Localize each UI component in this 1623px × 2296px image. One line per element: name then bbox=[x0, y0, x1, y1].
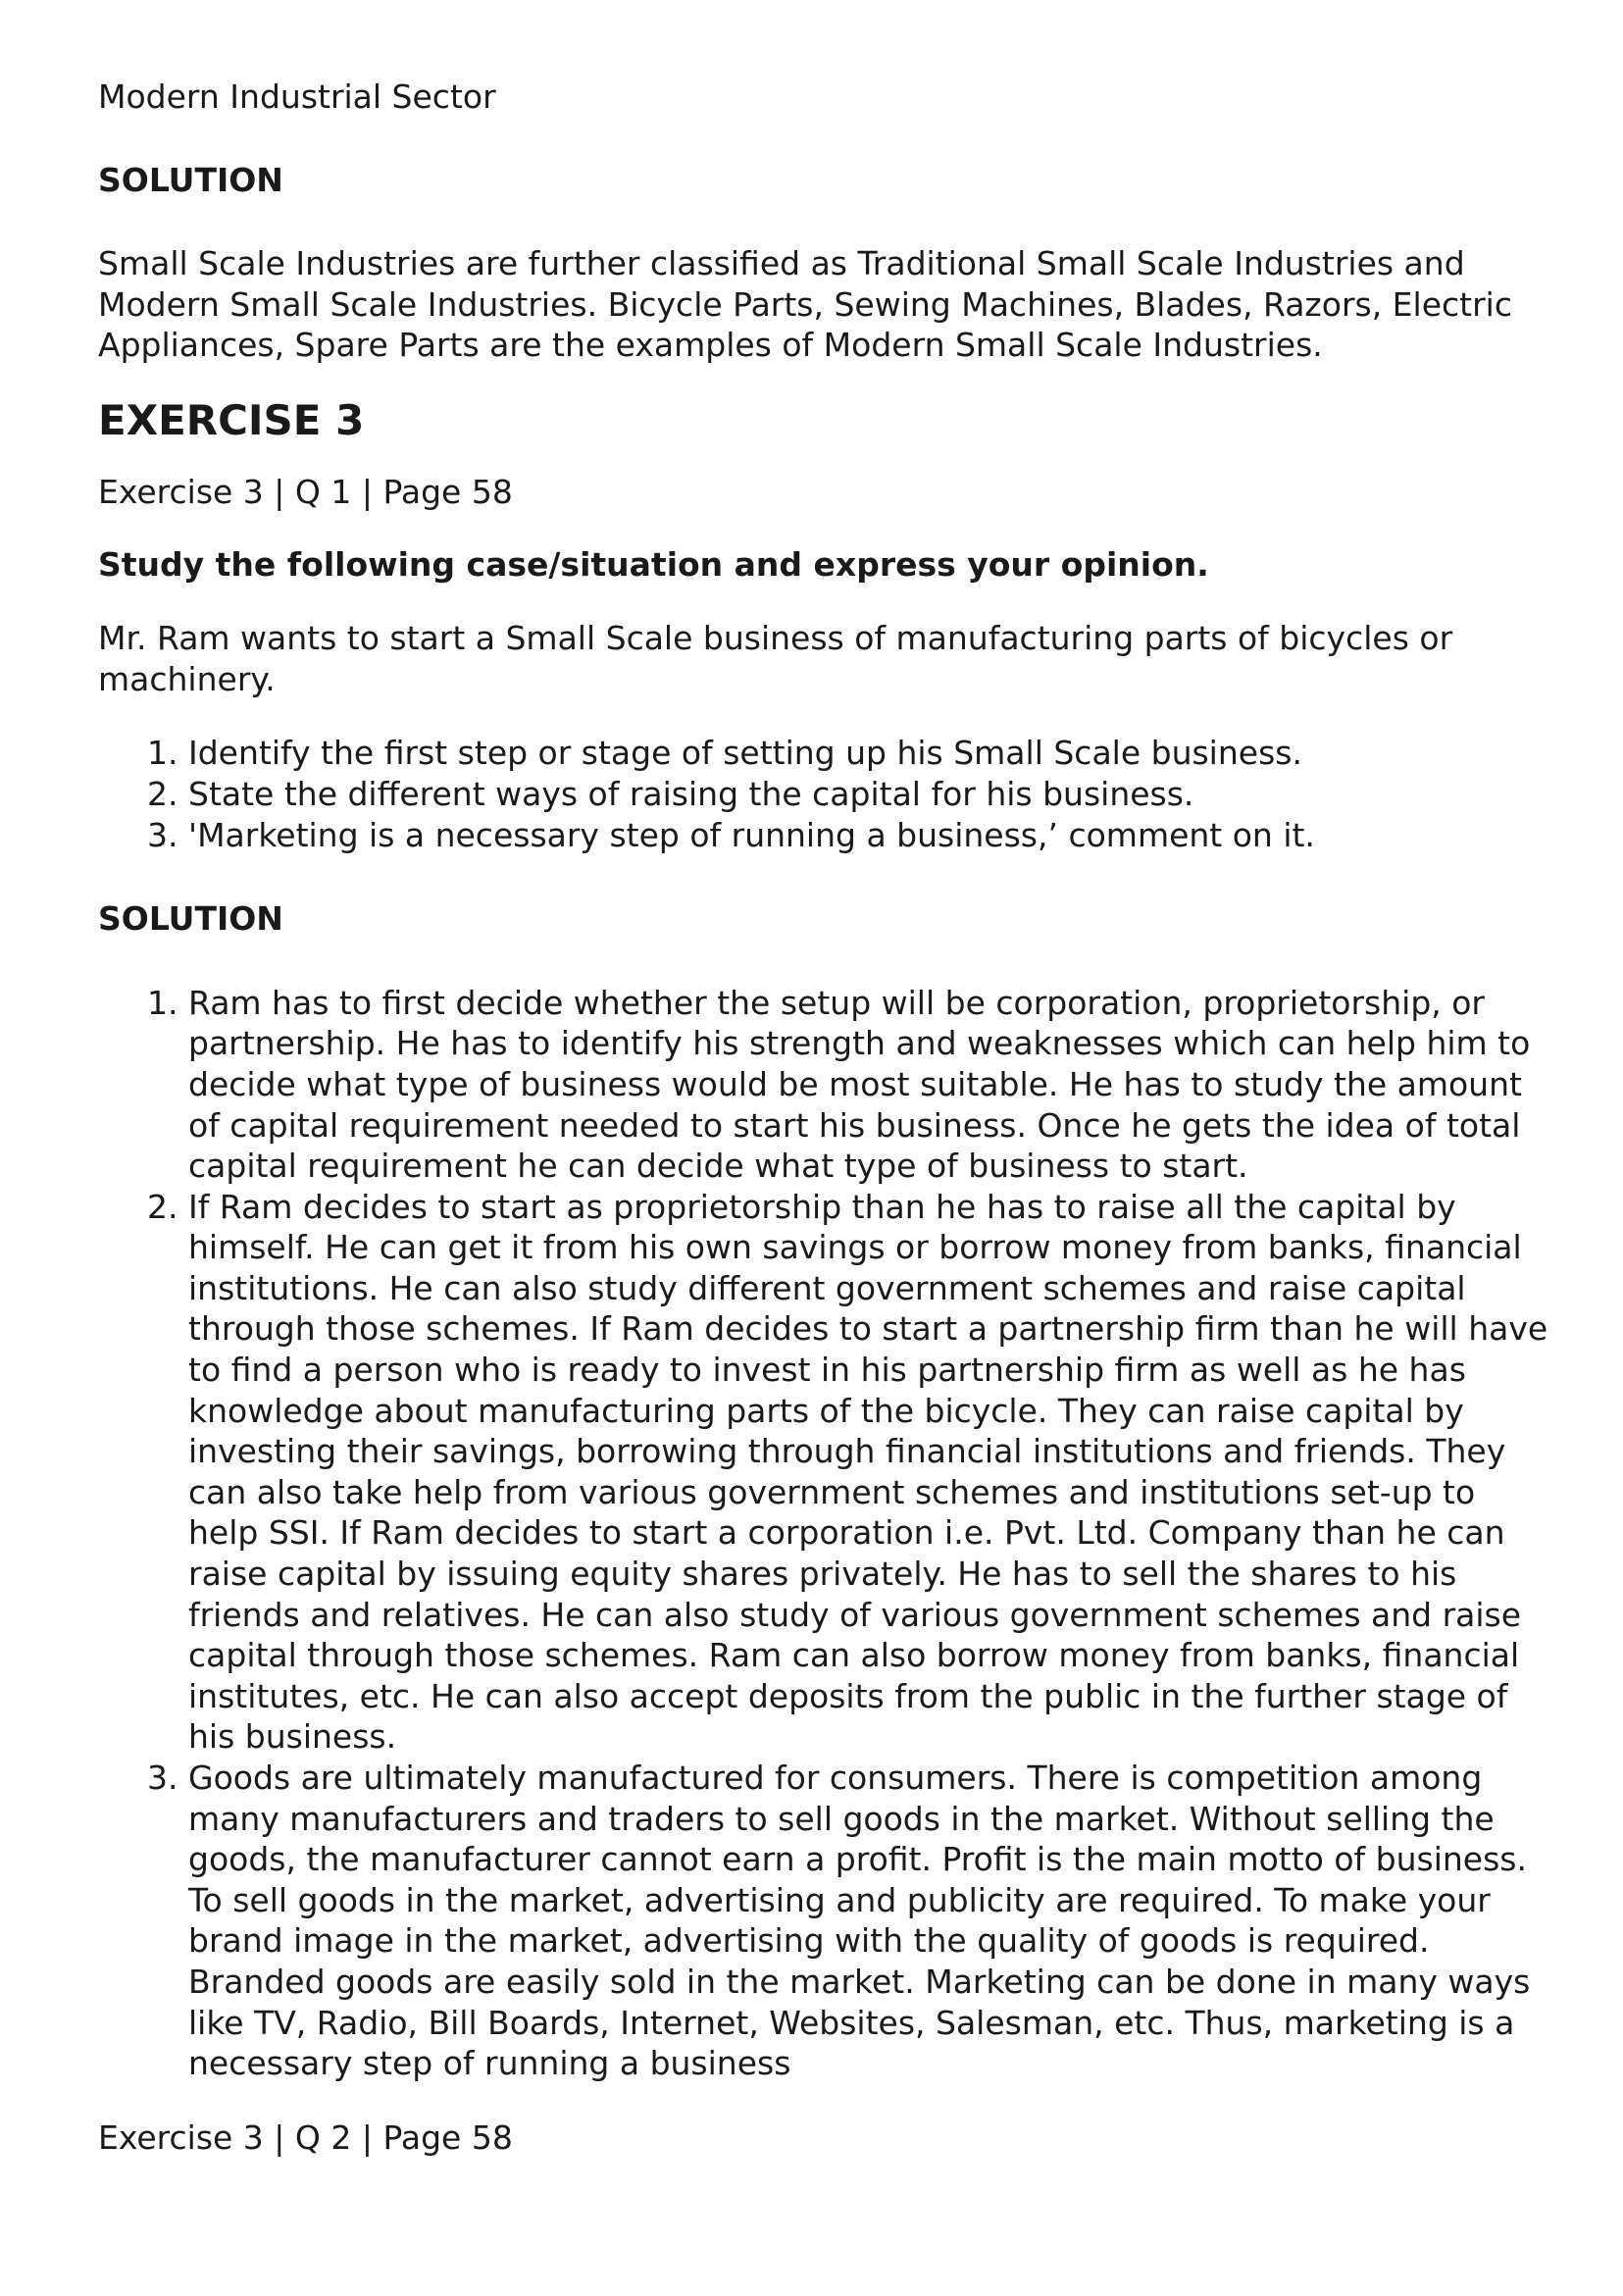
question-reference: Exercise 3 | Q 1 | Page 58 bbox=[98, 472, 513, 511]
exercise-heading: EXERCISE 3 bbox=[98, 395, 365, 444]
solution-paragraph: Small Scale Industries are further classified as Traditional Small Scale Industries and Modern Small Scale Industries. Bicycle Parts, Sewing Machines, Blades, Razors, Electric Appliances, Spare Parts are the examples of Modern Small Scale Industries. bbox=[98, 244, 1512, 365]
document-page bbox=[98, 77, 1549, 2158]
running-header: Modern Industrial Sector bbox=[98, 77, 496, 116]
question-instruction: Study the following case/situation and express your opinion. bbox=[98, 544, 1209, 584]
list-item: 1. Identify the first step or stage of setting up his Small Scale business. bbox=[188, 733, 1549, 774]
solution-label: SOLUTION bbox=[98, 160, 283, 199]
case-text: Mr. Ram wants to start a Small Scale business of manufacturing parts of bicycles or machinery. bbox=[98, 619, 1453, 698]
list-item: 3. Goods are ultimately manufactured for consumers. There is competition among many manufacturers and traders to sell goods in the market. Without selling the goods, the manufacturer cannot earn a profit. Profit is the main motto of business. To sell goods in the market, advertising and publicity are required. To make your brand image in the market, advertising with the quality of goods is required. Branded goods are easily sold in the market. Marketing can be done in many ways like TV, Radio, Bill Boards, Internet, Websites, Salesman, etc. Thus, marketing is a necessary step of running a business bbox=[188, 1758, 1549, 2084]
solution-label: SOLUTION bbox=[98, 899, 283, 939]
list-item: 1. Ram has to first decide whether the setup will be corporation, proprietorship, or partnership. He has to identify his strength and weaknesses which can help him to decide what type of business would be most suitable. He has to study the amount of capital requirement needed to start his business. Once he gets the idea of total capital requirement he can decide what type of business to start. bbox=[188, 983, 1549, 1187]
question-list bbox=[98, 733, 1549, 855]
list-item: 2. If Ram decides to start as proprietorship than he has to raise all the capital by himself. He can get it from his own savings or borrow money from banks, financial institutions. He can also study different government schemes and raise capital through those schemes. If Ram decides to start a partnership firm than he will have to find a person who is ready to invest in his partnership firm as well as he has knowledge about manufacturing parts of the bicycle. They can raise capital by investing their savings, borrowing through financial institutions and friends. They can also take help from various government schemes and institutions set-up to help SSI. If Ram decides to start a corporation i.e. Pvt. Ltd. Company than he can raise capital by issuing equity shares privately. He has to sell the shares to his friends and relatives. He can also study of various government schemes and raise capital through those schemes. Ram can also borrow money from banks, financial institutes, etc. He can also accept deposits from the public in the further stage of his business. bbox=[188, 1187, 1549, 1758]
list-item: 3. 'Marketing is a necessary step of running a business,’ comment on it. bbox=[188, 815, 1549, 856]
answer-list bbox=[98, 983, 1549, 2084]
list-item: 2. State the different ways of raising the capital for his business. bbox=[188, 774, 1549, 815]
question-reference: Exercise 3 | Q 2 | Page 58 bbox=[98, 2117, 513, 2157]
